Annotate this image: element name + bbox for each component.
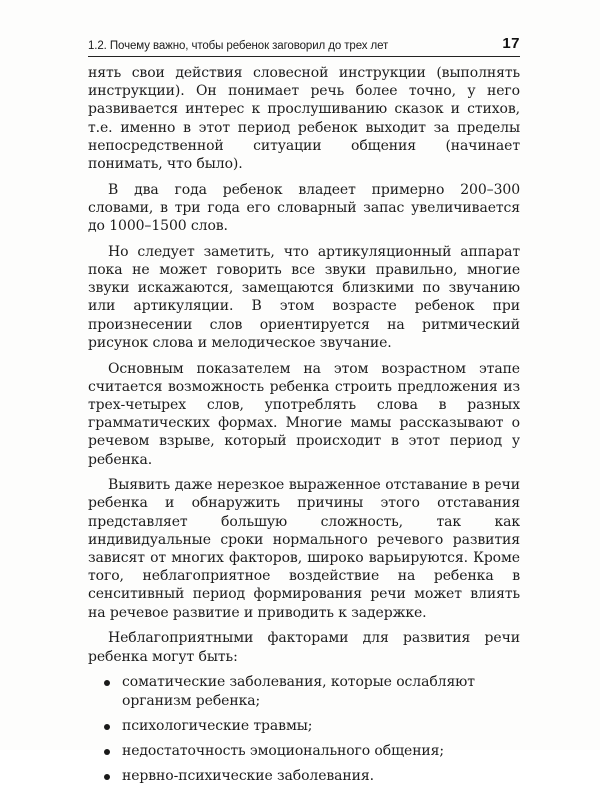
paragraph-articulation: Но следует заметить, что артикуляционный аппарат пока не может говорить все звуки правильно, многие звуки искажаются, замещаются близкими по звучанию или артикуляции. В этом возрасте ребенок при произнесении слов ориентируется на ритмический рисунок слова и мелодическое звучание. <box>88 243 520 351</box>
list-item-text: недостаточность эмоционального общения; <box>122 742 445 759</box>
list-item-text: нервно-психические заболевания. <box>122 768 374 785</box>
bullet-icon <box>104 774 110 780</box>
list-item-text: психологические травмы; <box>122 717 313 734</box>
list-item <box>88 767 520 785</box>
page-number: 17 <box>502 35 520 52</box>
running-head-title: 1.2. Почему важно, чтобы ребенок заговорил до трех лет <box>88 40 389 52</box>
paragraph-vocabulary: В два года ребенок владеет примерно 200–300 словами, в три года его словарный запас увеличивается до 1000–1500 слов. <box>88 181 520 235</box>
list-item <box>88 717 520 735</box>
header-rule <box>88 56 520 57</box>
paragraph-delay: Выявить даже нерезкое выраженное отставание в речи ребенка и обнаружить причины этого отставания представляет большую сложность, так как индивидуальные сроки нормального речевого развития зависят от многих факторов, широко варьируются. Кроме того, неблагоприятное воздействие на ребенка в сенситивный период формирования речи может влиять на речевое развитие и приводить к задержке. <box>88 477 520 621</box>
bullet-icon <box>104 680 110 686</box>
paragraph-sentences: Основным показателем на этом возрастном этапе считается возможность ребенка строить предложения из трех-четырех слов, употреблять слова в разных грамматических формах. Многие мамы рассказывают о речевом взрыве, который происходит в этот период у ребенка. <box>88 360 520 468</box>
running-head <box>88 30 520 52</box>
list-item <box>88 673 520 709</box>
paragraph-continuation: нять свои действия словесной инструкции (выполнять инструкции). Он понимает речь более точно, у него развивается интерес к прослушиванию сказок и стихов, т.е. именно в этот период ребенок выходит за пределы непосредственной ситуации общения (начинает понимать, что было). <box>88 65 520 173</box>
list-item <box>88 742 520 760</box>
list-item-text: соматические заболевания, которые ослабляют организм ребенка; <box>122 674 475 709</box>
factors-list <box>88 673 520 785</box>
body-text <box>88 64 520 792</box>
paragraph-factors-intro: Неблагоприятными факторами для развития речи ребенка могут быть: <box>88 630 520 665</box>
bullet-icon <box>104 724 110 730</box>
